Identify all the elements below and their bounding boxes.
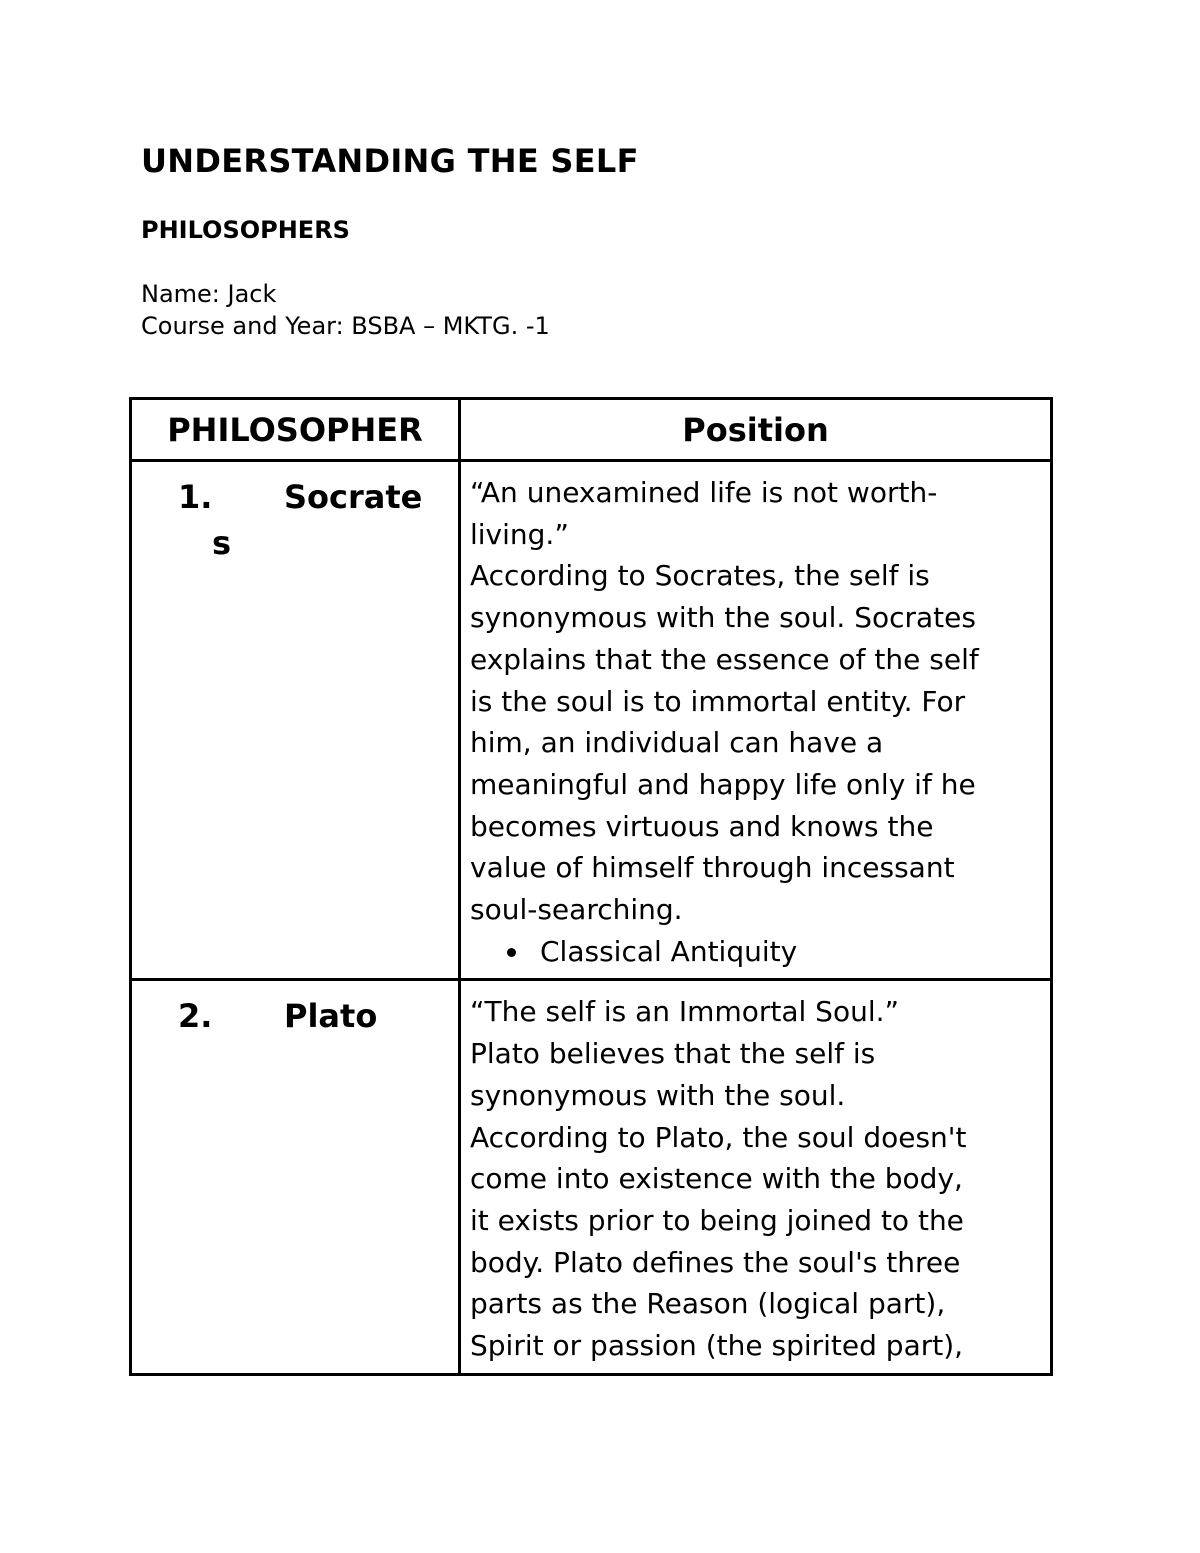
position-line: it exists prior to being joined to the xyxy=(470,1203,964,1237)
table-row xyxy=(131,980,1052,1374)
era-list-item xyxy=(470,931,1044,973)
position-line: synonymous with the soul. xyxy=(470,1078,846,1112)
document-title: UNDERSTANDING THE SELF xyxy=(141,142,639,180)
philosopher-number: 2. xyxy=(178,997,213,1036)
philosopher-name: Plato xyxy=(284,997,378,1036)
position-line: “The self is an Immortal Soul.” xyxy=(470,995,900,1029)
table-row xyxy=(131,461,1052,980)
era-label: Classical Antiquity xyxy=(540,934,798,968)
position-line: come into existence with the body, xyxy=(470,1162,963,1196)
position-line: body. Plato defines the soul's three xyxy=(470,1245,961,1279)
philosopher-name-wrap: s xyxy=(212,524,232,562)
position-line: “An unexamined life is not worth- xyxy=(470,476,938,509)
position-line: Plato believes that the self is xyxy=(470,1037,876,1071)
bullet-icon xyxy=(507,948,516,957)
position-cell xyxy=(460,980,1052,1374)
era-list xyxy=(470,931,1044,973)
position-line: explains that the essence of the self xyxy=(470,642,979,676)
student-info xyxy=(141,278,550,342)
student-name: Name: Jack xyxy=(141,280,277,308)
position-line: soul-searching. xyxy=(470,893,683,927)
course-and-year: Course and Year: BSBA – MKTG. -1 xyxy=(141,312,550,340)
header-position: Position xyxy=(460,399,1052,461)
position-line: is the soul is to immortal entity. For xyxy=(470,684,966,718)
position-line: living.” xyxy=(470,517,569,551)
table-header-row xyxy=(131,399,1052,461)
philosophers-table xyxy=(129,397,1053,1376)
position-cell xyxy=(460,461,1052,980)
position-line: synonymous with the soul. Socrates xyxy=(470,601,976,635)
document-subtitle: PHILOSOPHERS xyxy=(141,216,350,244)
philosopher-name: Socrate xyxy=(284,478,423,516)
position-line: him, an individual can have a xyxy=(470,726,884,760)
philosopher-number: 1. xyxy=(178,478,213,516)
position-line: becomes virtuous and knows the xyxy=(470,809,934,843)
position-line: According to Socrates, the self is xyxy=(470,559,930,593)
position-line: meaningful and happy life only if he xyxy=(470,767,976,801)
header-philosopher: PHILOSOPHER xyxy=(131,399,460,461)
position-line: parts as the Reason (logical part), xyxy=(470,1287,946,1321)
position-line: According to Plato, the soul doesn't xyxy=(470,1120,967,1154)
philosopher-name-cell xyxy=(131,980,460,1374)
philosopher-name-cell xyxy=(131,461,460,980)
position-line: value of himself through incessant xyxy=(470,851,955,885)
position-line: Spirit or passion (the spirited part), xyxy=(470,1329,964,1363)
